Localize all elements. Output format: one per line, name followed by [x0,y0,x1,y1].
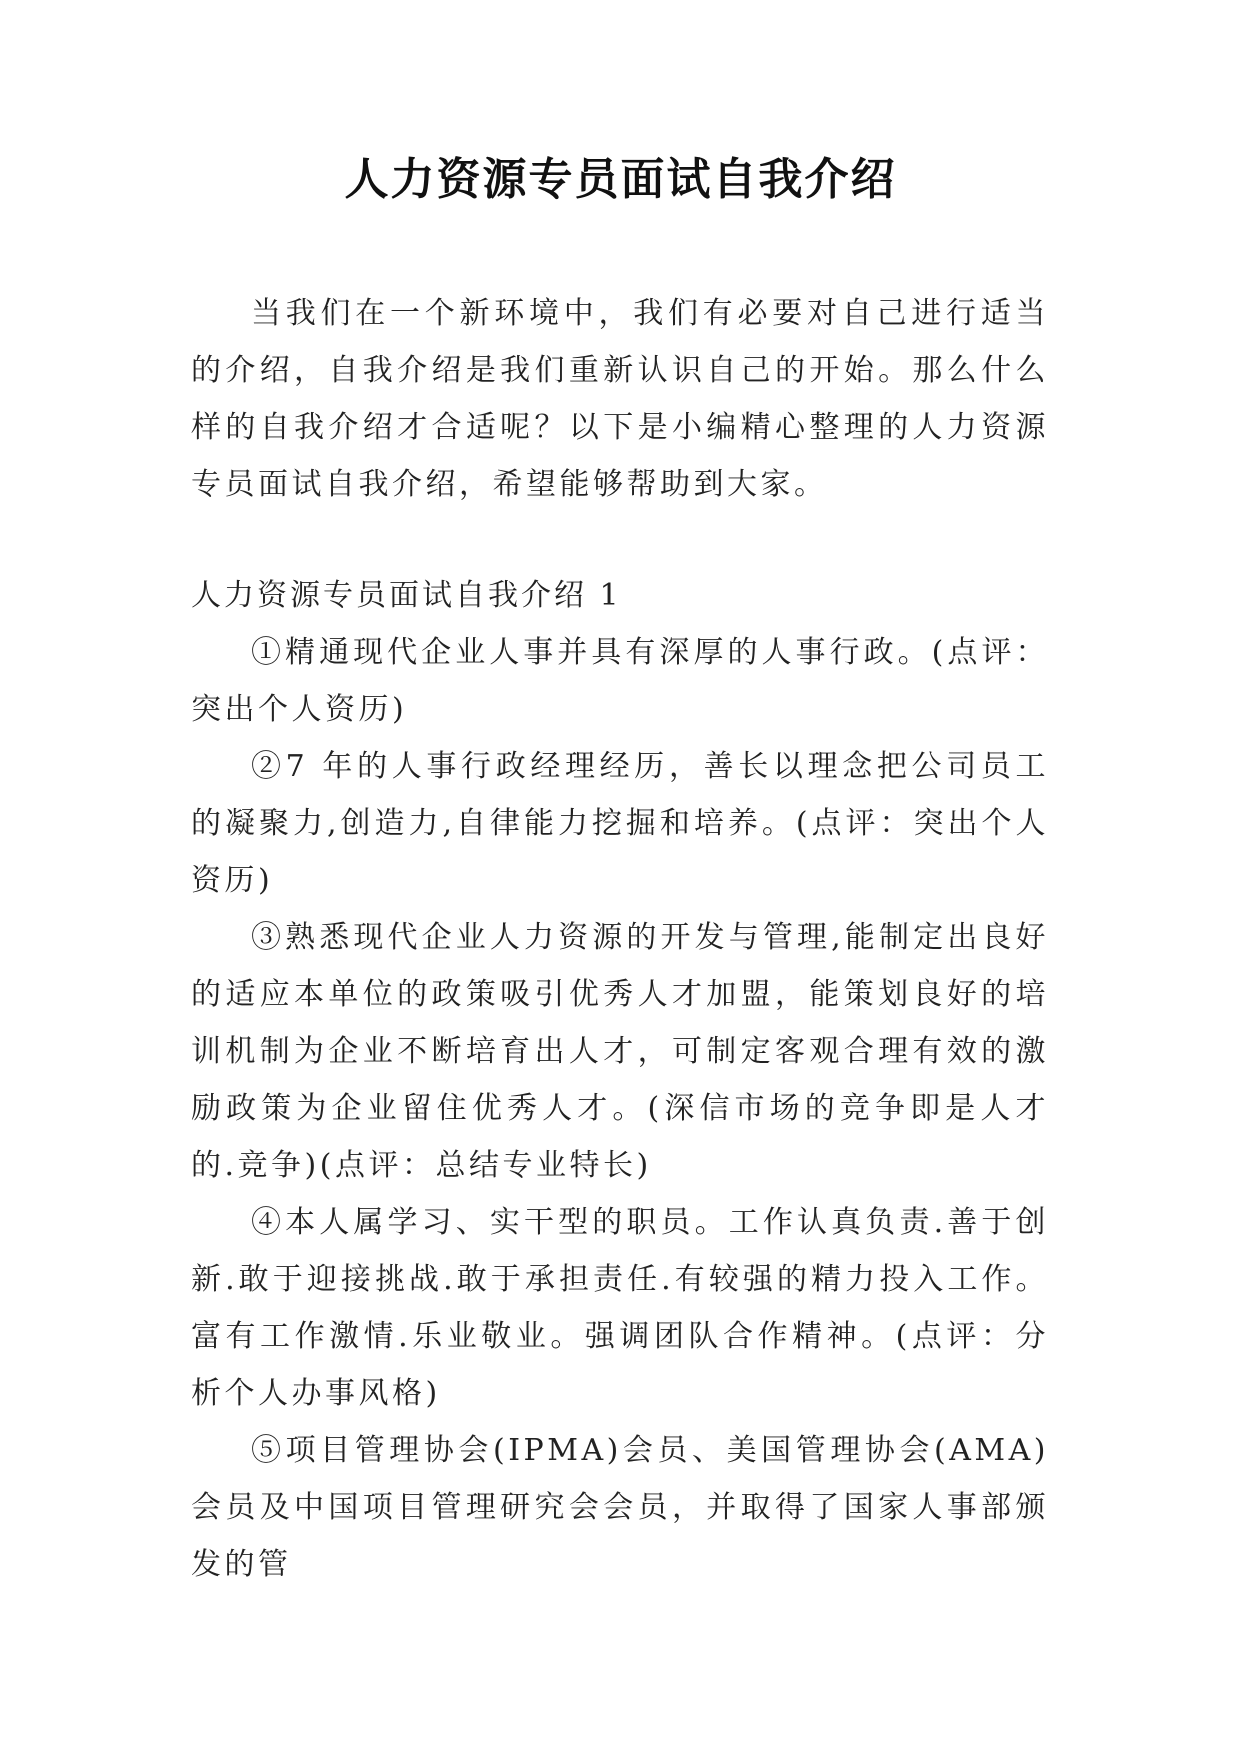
list-item: ①精通现代企业人事并具有深厚的人事行政。(点评：突出个人资历) [191,635,1049,727]
document-body [191,285,1049,1593]
document-title: 人力资源专员面试自我介绍 [344,154,897,205]
list-item: ②7 年的人事行政经理经历，善长以理念把公司员工的凝聚力,创造力,自律能力挖掘和培养。(点评：突出个人资历) [191,749,1049,898]
list-item: ③熟悉现代企业人力资源的开发与管理,能制定出良好的适应本单位的政策吸引优秀人才加盟，能策划良好的培训机制为企业不断培育出人才，可制定客观合理有效的激励政策为企业留住优秀人才。(深信市场的竞争即是人才的.竞争)(点评：总结专业特长) [191,920,1049,1183]
list-item: ⑤项目管理协会(IPMA)会员、美国管理协会(AMA)会员及中国项目管理研究会会员，并取得了国家人事部颁发的管 [191,1433,1049,1582]
section-heading: 人力资源专员面试自我介绍 1 [191,578,622,613]
intro-paragraph: 当我们在一个新环境中，我们有必要对自己进行适当的介绍，自我介绍是我们重新认识自己的开始。那么什么样的自我介绍才合适呢？以下是小编精心整理的人力资源专员面试自我介绍，希望能够帮助到大家。 [191,296,1049,502]
list-item: ④本人属学习、实干型的职员。工作认真负责.善于创新.敢于迎接挑战.敢于承担责任.有较强的精力投入工作。富有工作激情.乐业敬业。强调团队合作精神。(点评：分析个人办事风格) [191,1205,1049,1411]
